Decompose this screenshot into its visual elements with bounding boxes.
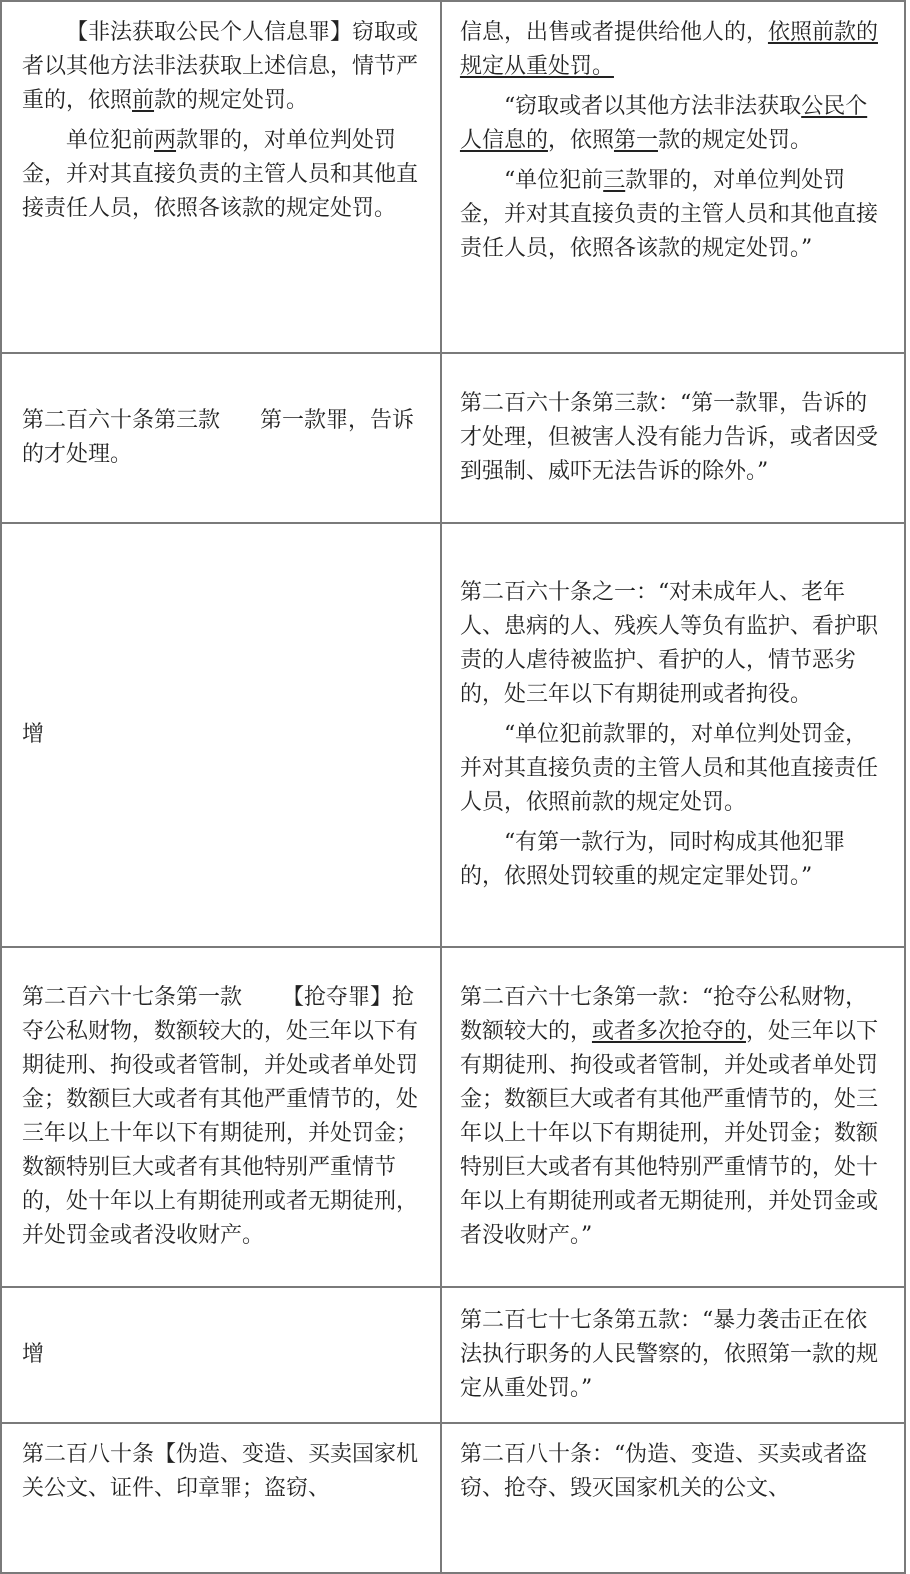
table-row — [1, 1, 905, 353]
paragraph: 第二百六十条第三款 第一款罪，告诉的才处理。 — [22, 408, 415, 467]
paragraph: 【非法获取公民个人信息罪】窃取或者以其他方法非法获取上述信息，情节严重的，依照前款的规定处罚。 — [22, 20, 419, 113]
original-text-cell — [1, 523, 441, 947]
original-text-cell — [1, 1, 441, 353]
underlined-text: 第一 — [613, 128, 658, 153]
underlined-text: 前 — [132, 88, 155, 113]
amended-text-cell — [441, 1287, 905, 1423]
paragraph: “有第一款行为，同时构成其他犯罪的，依照处罚较重的规定定罪处罚。” — [459, 830, 846, 889]
table-row — [1, 1423, 905, 1573]
added-marker: 增 — [22, 722, 45, 747]
article-reference: 第二百六十七条第一款 — [22, 985, 243, 1010]
underlined-text: 或者多次抢夺的 — [591, 1019, 746, 1044]
paragraph: “单位犯前款罪的，对单位判处罚金，并对其直接负责的主管人员和其他直接责任人员，依照前款的规定处罚。 — [459, 722, 878, 815]
paragraph: 第二百六十条之一：“对未成年人、老年人、患病的人、残疾人等负有监护、看护职责的人虐待被监护、看护的人，情节恶劣的，处三年以下有期徒刑或者拘役。 — [459, 580, 878, 707]
amended-text-cell — [441, 947, 905, 1287]
original-text-cell — [1, 1287, 441, 1423]
amended-text-cell — [441, 523, 905, 947]
underlined-text: 两 — [154, 128, 177, 153]
original-text-cell — [1, 1423, 441, 1573]
paragraph: “单位犯前三款罪的，对单位判处罚金，并对其直接负责的主管人员和其他直接责任人员，依照各该款的规定处罚。” — [459, 168, 878, 261]
paragraph: 第二百六十七条第一款：“抢夺公私财物，数额较大的，或者多次抢夺的，处三年以下有期徒刑、拘役或者管制，并处或者单处罚金；数额巨大或者有其他严重情节的，处三年以上十年以下有期徒刑，并处罚金；数额特别巨大或者有其他特别严重情节的，处十年以上有期徒刑或者无期徒刑，并处罚金或者没收财产。” — [459, 985, 878, 1248]
underlined-text: 公民个人信息的 — [459, 94, 868, 153]
paragraph: 第二百八十条：“伪造、变造、买卖或者盗窃、抢夺、毁灭国家机关的公文、 — [459, 1442, 868, 1501]
paragraph: “窃取或者以其他方法非法获取公民个人信息的，依照第一款的规定处罚。 — [459, 94, 868, 153]
paragraph: 信息，出售或者提供给他人的，依照前款的规定从重处罚。 — [459, 20, 878, 79]
table-row — [1, 353, 905, 523]
paragraph: 单位犯前两款罪的，对单位判处罚金，并对其直接负责的主管人员和其他直接责任人员，依照各该款的规定处罚。 — [22, 128, 419, 221]
table-row — [1, 947, 905, 1287]
added-marker: 增 — [22, 1342, 45, 1367]
amended-text-cell — [441, 1423, 905, 1573]
original-text-cell — [1, 947, 441, 1287]
table-row — [1, 523, 905, 947]
paragraph: 第二百六十七条第一款 【抢夺罪】抢夺公私财物，数额较大的，处三年以下有期徒刑、拘役或者管制，并处或者单处罚金；数额巨大或者有其他严重情节的，处三年以上十年以下有期徒刑，并处罚金；数额特别巨大或者有其他特别严重情节的，处十年以上有期徒刑或者无期徒刑，并处罚金或者没收财产。 — [22, 985, 419, 1248]
underlined-text: 三 — [603, 168, 626, 193]
table-row — [1, 1287, 905, 1423]
underlined-text: 依照前款的规定从重处罚。 — [459, 20, 878, 79]
paragraph: 第二百七十七条第五款：“暴力袭击正在依法执行职务的人民警察的，依照第一款的规定从重处罚。” — [459, 1308, 878, 1401]
amended-text-cell — [441, 353, 905, 523]
paragraph: 第二百八十条【伪造、变造、买卖国家机关公文、证件、印章罪；盗窃、 — [22, 1442, 419, 1501]
original-text-cell — [1, 353, 441, 523]
paragraph: 第二百六十条第三款：“第一款罪，告诉的才处理，但被害人没有能力告诉，或者因受到强制、威吓无法告诉的除外。” — [459, 391, 878, 484]
article-reference: 第二百六十条第三款 — [22, 408, 221, 433]
amended-text-cell — [441, 1, 905, 353]
